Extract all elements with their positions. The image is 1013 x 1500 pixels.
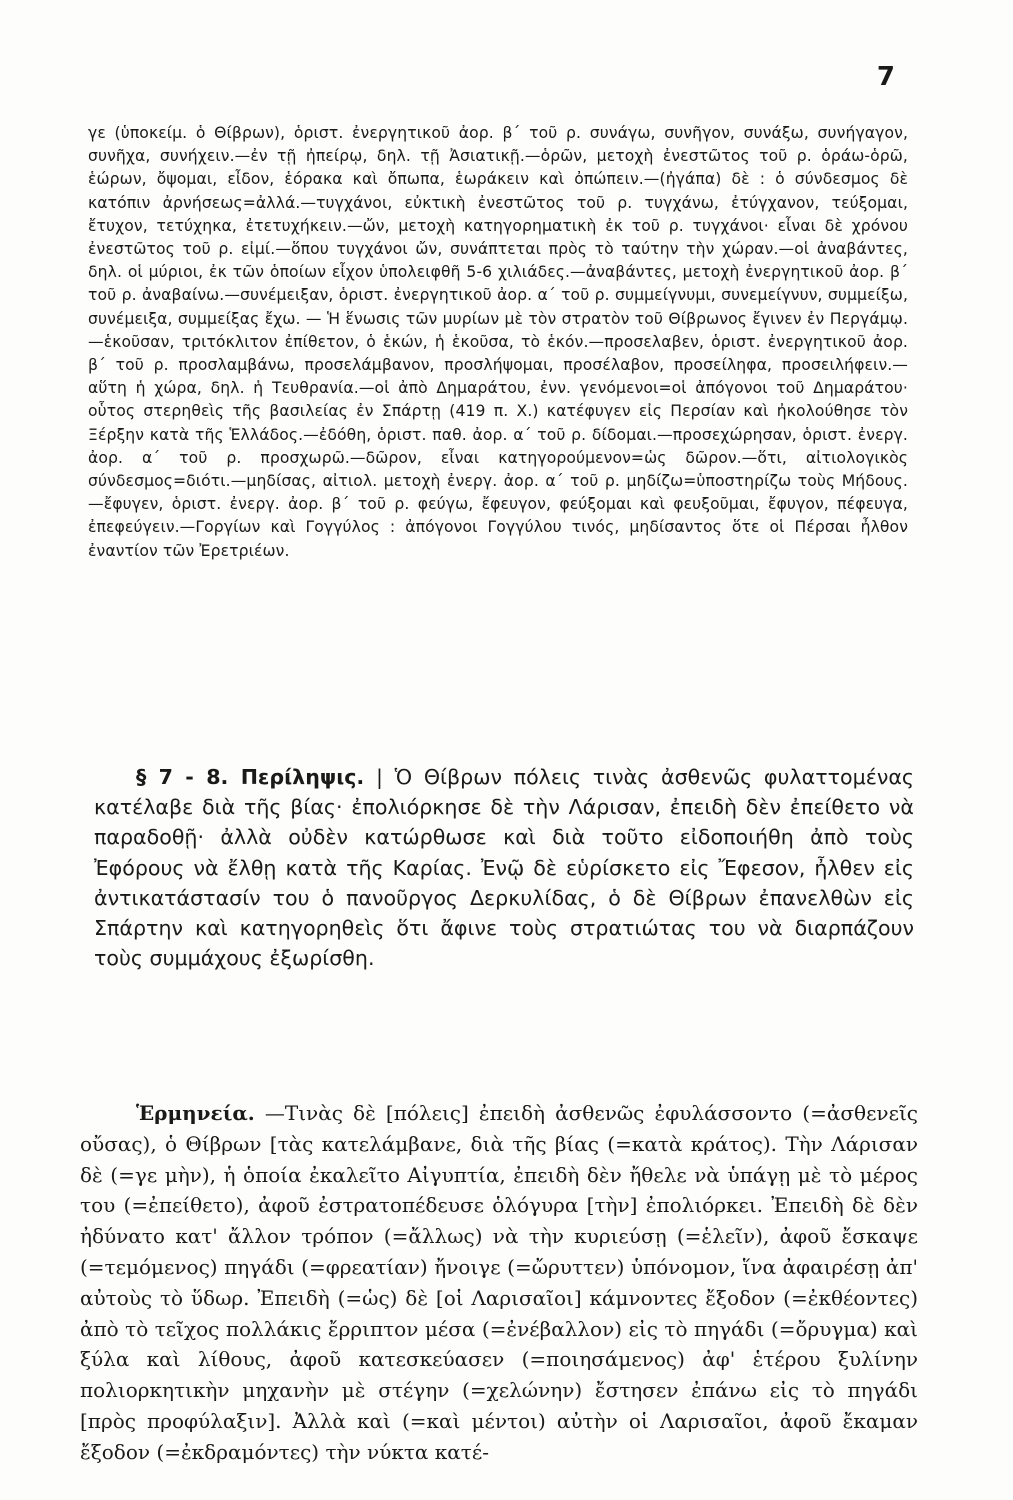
interpretation-heading: Ἑρμηνεία.	[136, 1101, 255, 1125]
summary-section	[94, 762, 914, 973]
interpretation-text: —Τινὰς δὲ [πόλεις] ἐπειδὴ ἀσθενῶς ἐφυλάσσοντο (=ἀσθενεῖς οὔσας), ὁ Θίβρων [τὰς κατελάμβανε, διὰ τῆς βίας (=κατὰ κράτος). Τὴν Λάρισαν δὲ (=γε μὴν), ἡ ὁποία ἐκαλεῖτο Αἰγυπτία, ἐπειδὴ δὲν ἤθελε νὰ ὑπάγῃ μὲ τὸ μέρος του (=ἐπείθετο), ἀφοῦ ἐστρατοπέδευσε ὁλόγυρα [τὴν] ἐπολιόρκει. Ἐπειδὴ δὲ δὲν ἠδύνατο κατ' ἄλλον τρόπον (=ἄλλως) νὰ τὴν κυριεύσῃ (=ἑλεῖν), ἀφοῦ ἔσκαψε (=τεμόμενος) πηγάδι (=φρεατίαν) ἤνοιγε (=ὤρυττεν) ὑπόνομον, ἵνα ἀφαιρέσῃ ἀπ' αὐτοὺς τὸ ὕδωρ. Ἐπειδὴ (=ὡς) δὲ [οἱ Λαρισαῖοι] κάμνοντες ἔξοδον (=ἐκθέοντες) ἀπὸ τὸ τεῖχος πολλάκις ἔρριπτον μέσα (=ἐνέβαλλον) εἰς τὸ πηγάδι (=ὄρυγμα) καὶ ξύλα καὶ λίθους, ἀφοῦ κατεσκεύασεν (=ποιησάμενος) ἀφ' ἑτέρου ξυλίνην πολιορκητικὴν μηχανὴν μὲ στέγην (=χελώνην) ἔστησεν ἐπάνω εἰς τὸ πηγάδι [πρὸς προφύλαξιν]. Ἀλλὰ καὶ (=καὶ μέντοι) αὐτὴν οἱ Λαρισαῖοι, ἀφοῦ ἔκαμαν ἔξοδον (=ἐκδραμόντες) τὴν νύκτα κατέ-	[80, 1101, 918, 1464]
summary-paragraph	[94, 762, 914, 973]
summary-heading: § 7 - 8. Περίληψις.	[136, 765, 365, 789]
page-number: 7	[876, 62, 895, 92]
interpretation-section	[80, 1098, 918, 1468]
notes-paragraph: γε (ὑποκείμ. ὁ Θίβρων), ὁριστ. ἐνεργητικοῦ ἀορ. β΄ τοῦ ρ. συνάγω, συνῆγον, συνάξω, συνήγαγον, συνῆχα, συνήχειν.—ἐν τῇ ἠπείρῳ, δηλ. τῇ Ἀσιατικῇ.—ὁρῶν, μετοχὴ ἐνεστῶτος τοῦ ρ. ὁράω-ὁρῶ, ἑώρων, ὄψομαι, εἶδον, ἑόρακα καὶ ὄπωπα, ἑωράκειν καὶ ὀπώπειν.—(ἠγάπα) δὲ : ὁ σύνδεσμος δὲ κατόπιν ἀρνήσεως=ἀλλά.—τυγχάνοι, εὐκτικὴ ἐνεστῶτος τοῦ ρ. τυγχάνω, ἐτύγχανον, τεύξομαι, ἔτυχον, τετύχηκα, ἐτετυχήκειν.—ὤν, μετοχὴ κατηγορηματικὴ ἐκ τοῦ ρ. τυγχάνοι· εἶναι δὲ χρόνου ἐνεστῶτος τοῦ ρ. εἰμί.—ὅπου τυγχάνοι ὤν, συνάπτεται πρὸς τὸ ταύτην τὴν χώραν.—οἱ ἀναβάντες, δηλ. οἱ μύριοι, ἐκ τῶν ὁποίων εἶχον ὑπολειφθῆ 5-6 χιλιάδες.—ἀναβάντες, μετοχὴ ἐνεργητικοῦ ἀορ. β΄ τοῦ ρ. ἀναβαίνω.—συνέμειξαν, ὁριστ. ἐνεργητικοῦ ἀορ. α΄ τοῦ ρ. συμμείγνυμι, συνεμείγνυν, συμμείξω, συνέμειξα, συμμείξας ἔχω. — Ἡ ἕνωσις τῶν μυρίων μὲ τὸν στρατὸν τοῦ Θίβρωνος ἔγινεν ἐν Περγάμῳ.—ἑκοῦσαν, τριτόκλιτον ἐπίθετον, ὁ ἑκών, ἡ ἑκοῦσα, τὸ ἑκόν.—προσελαβεν, ὁριστ. ἐνεργητικοῦ ἀορ. β΄ τοῦ ρ. προσλαμβάνω, προσελάμβανον, προσλήψομαι, προσέλαβον, προσείληφα, προσειλήφειν.—αὕτη ἡ χώρα, δηλ. ἡ Τευθρανία.—οἱ ἀπὸ Δημαράτου, ἐνν. γενόμενοι=οἱ ἀπόγονοι τοῦ Δημαράτου· οὗτος στερηθεὶς τῆς βασιλείας ἐν Σπάρτῃ (419 π. Χ.) κατέφυγεν εἰς Περσίαν καὶ ἠκολούθησε τὸν Ξέρξην κατὰ τῆς Ἑλλάδος.—ἐδόθη, ὁριστ. παθ. ἀορ. α΄ τοῦ ρ. δίδομαι.—προσεχώρησαν, ὁριστ. ἐνεργ. ἀορ. α΄ τοῦ ρ. προσχωρῶ.—δῶρον, εἶναι κατηγορούμενον=ὡς δῶρον.—ὅτι, αἰτιολογικὸς σύνδεσμος=διότι.—μηδίσας, αἰτιολ. μετοχὴ ἐνεργ. ἀορ. α΄ τοῦ ρ. μηδίζω=ὑποστηρίζω τοὺς Μήδους.—ἔφυγεν, ὁριστ. ἐνεργ. ἀορ. β΄ τοῦ ρ. φεύγω, ἔφευγον, φεύξομαι καὶ φευξοῦμαι, ἔφυγον, πέφευγα, ἐπεφεύγειν.—Γοργίων καὶ Γογγύλος : ἀπόγονοι Γογγύλου τινός, μηδίσαντος ὅτε οἱ Πέρσαι ἦλθον ἐναντίον τῶν Ἐρετριέων.	[88, 124, 908, 560]
interpretation-paragraph	[80, 1098, 918, 1468]
grammatical-notes	[88, 122, 908, 563]
summary-text: | Ὁ Θίβρων πόλεις τινὰς ἀσθενῶς φυλαττομένας κατέλαβε διὰ τῆς βίας· ἐπολιόρκησε δὲ τὴν Λάρισαν, ἐπειδὴ δὲν ἐπείθετο νὰ παραδοθῇ· ἀλλὰ οὐδὲν κατώρθωσε καὶ διὰ τοῦτο εἰδοποιήθη ἀπὸ τοὺς Ἐφόρους νὰ ἔλθῃ κατὰ τῆς Καρίας. Ἐνῷ δὲ εὑρίσκετο εἰς Ἔφεσον, ἦλθεν εἰς ἀντικατάστασίν του ὁ πανοῦργος Δερκυλίδας, ὁ δὲ Θίβρων ἐπανελθὼν εἰς Σπάρτην καὶ κατηγορηθεὶς ὅτι ἄφινε τοὺς στρατιώτας του νὰ διαρπάζουν τοὺς συμμάχους ἐξωρίσθη.	[94, 765, 914, 971]
